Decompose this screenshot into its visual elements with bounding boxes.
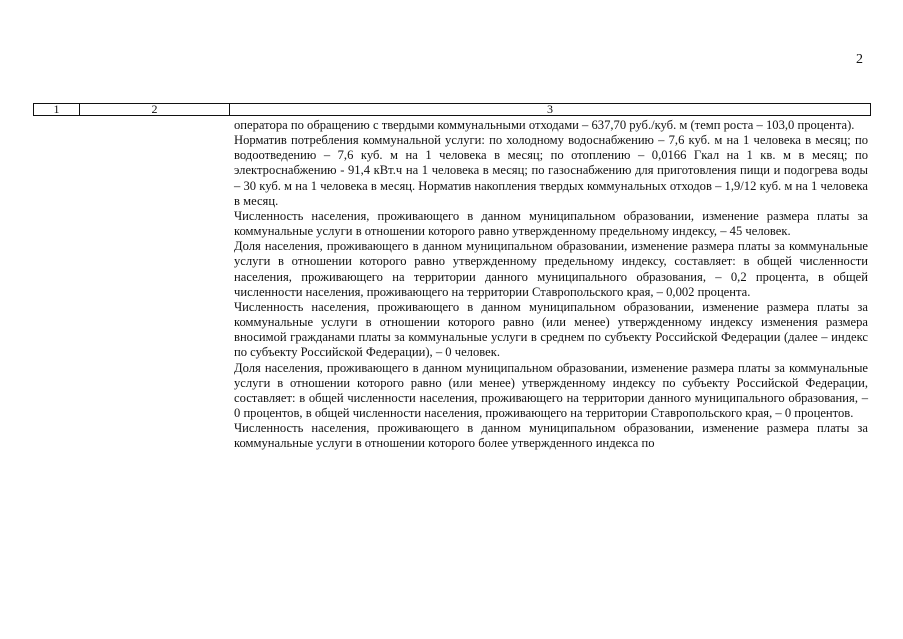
table-header-cell-3: 3 <box>547 102 553 116</box>
page-number: 2 <box>856 52 863 67</box>
paragraph-tko-tariff: оператора по обращению с твердыми коммунальными отходами – 637,70 руб./куб. м (темп роста – 103,0 процента). <box>234 118 855 132</box>
paragraph-consumption-norms: Норматив потребления коммунальной услуги: по холодному водоснабжению – 7,6 куб. м на 1 человека в месяц; по водоотведению – 7,6 куб. м на 1 человека в месяц; по отоплению – 0,0166 Гкал на 1 кв. м в месяц; по электроснабжению - 91,4 кВт.ч на 1 человека в месяц; по газоснабжению для приготовления пищи и подогрева воды – 30 куб. м на 1 человека в месяц. Норматив накопления твердых коммунальных отходов – 1,9/12 куб. м на 1 человека в месяц. <box>234 133 868 208</box>
paragraph-population-regional-index: Численность населения, проживающего в данном муниципальном образовании, изменение размера платы за коммунальные услуги в отношении которого равно (или менее) утвержденному индексу изменения размера вносимой гражданами платы за коммунальные услуги в среднем по субъекту Российской Федерации (далее – индекс по субъекту Российской Федерации), – 0 человек. <box>234 299 868 360</box>
paragraph-population-equal-limit: Численность населения, проживающего в данном муниципальном образовании, изменение размера платы за коммунальные услуги в отношении которого равно утвержденному предельному индексу, – 45 человек. <box>234 208 868 239</box>
table-header-row <box>33 103 871 116</box>
paragraph-share-regional-index: Доля населения, проживающего в данном муниципальном образовании, изменение размера платы за коммунальные услуги в отношении которого равно (или менее) утвержденному индексу по субъекту Российской Федерации, составляет: в общей численности населения, проживающего на территории данного муниципального образования, – 0 процентов, в общей численности населения, проживающего на территории Ставропольского края, – 0 процентов. <box>234 360 868 420</box>
document-body-column <box>234 118 868 451</box>
paragraph-population-above-index: Численность населения, проживающего в данном муниципальном образовании, изменение размера платы за коммунальные услуги в отношении которого более утвержденного индекса по <box>234 421 868 451</box>
paragraph-share-equal-limit: Доля населения, проживающего в данном муниципальном образовании, изменение размера платы за коммунальные услуги в отношении которого равно утвержденному предельному индексу, составляет: в общей численности населения, проживающего на территории данного муниципального образования, – 0,2 процента, в общей численности населения, проживающего на территории Ставропольского края, – 0,002 процента. <box>234 239 868 299</box>
table-header-cell-2: 2 <box>80 104 230 115</box>
table-header-cell-1: 1 <box>34 104 80 115</box>
